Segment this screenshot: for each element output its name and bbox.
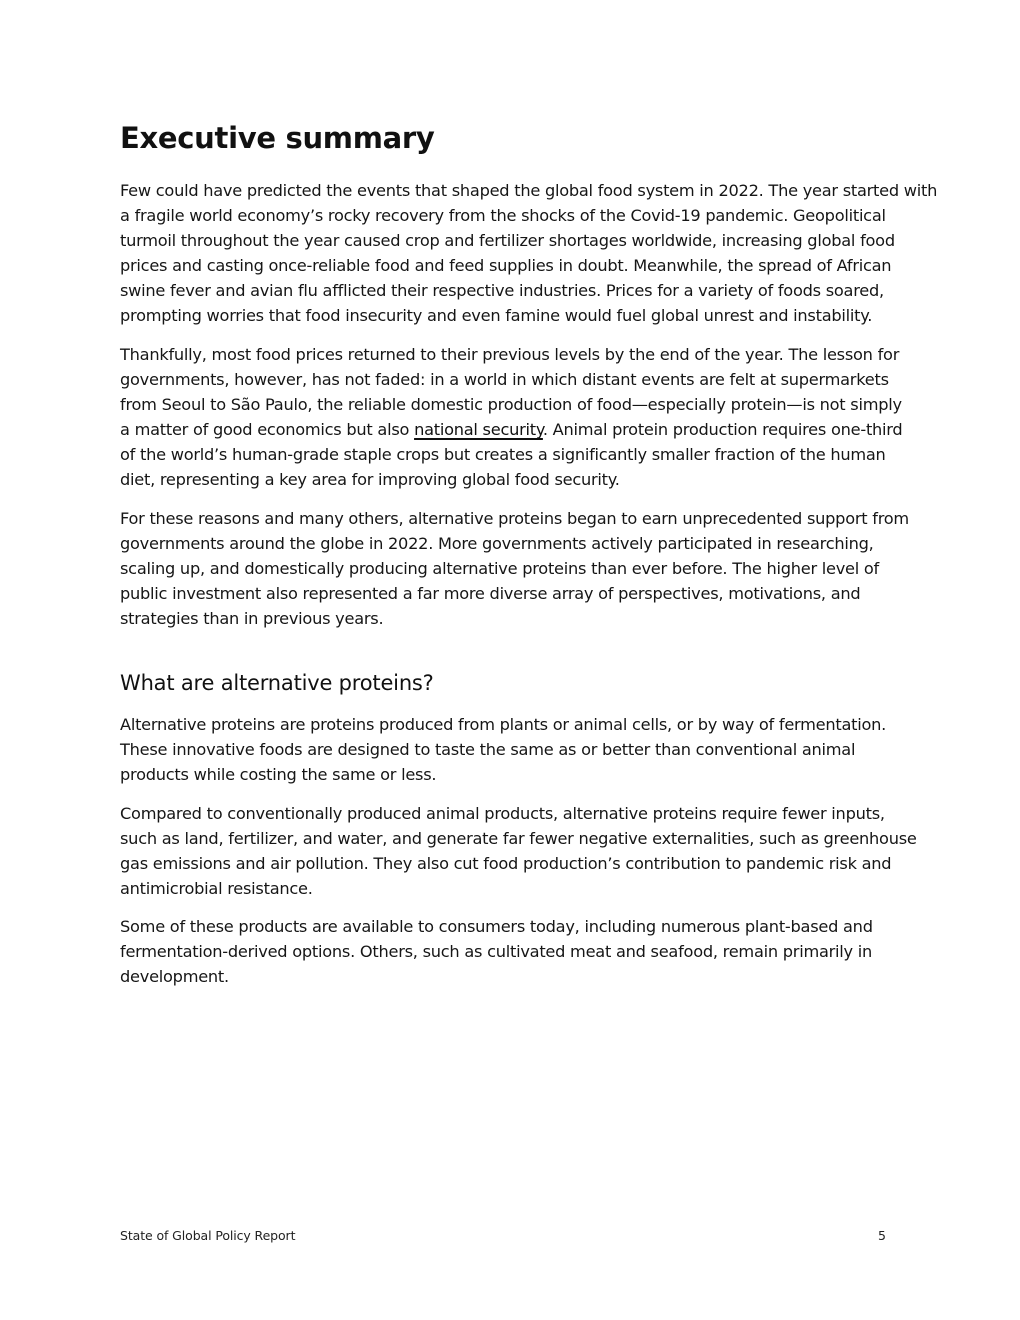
text-line: prompting worries that food insecurity and even famine would fuel global unrest and instability. — [120, 306, 873, 325]
text-line: products while costing the same or less. — [120, 765, 437, 784]
text-line: governments, however, has not faded: in a world in which distant events are felt at supermarkets — [120, 370, 889, 389]
text-line: For these reasons and many others, alternative proteins began to earn unprecedented support from — [120, 509, 909, 528]
text-line: turmoil throughout the year caused crop and fertilizer shortages worldwide, increasing global food — [120, 231, 895, 250]
text-line: governments around the globe in 2022. More governments actively participated in researching, — [120, 534, 874, 553]
text-line: such as land, fertilizer, and water, and generate far fewer negative externalities, such as greenhouse — [120, 829, 917, 848]
text-line: from Seoul to São Paulo, the reliable domestic production of food—especially protein—is not simply — [120, 395, 902, 414]
text-before-link: a matter of good economics but also — [120, 420, 415, 439]
footer-report-title: State of Global Policy Report — [120, 1228, 296, 1243]
text-line-with-link — [120, 417, 902, 442]
text-line: strategies than in previous years. — [120, 609, 384, 628]
paragraph-intro — [120, 178, 937, 328]
paragraph-definition — [120, 712, 886, 787]
text-line: Compared to conventionally produced animal products, alternative proteins require fewer inputs, — [120, 804, 885, 823]
text-line: prices and casting once-reliable food and feed supplies in doubt. Meanwhile, the spread of African — [120, 256, 892, 275]
text-line: development. — [120, 967, 229, 986]
text-line: of the world’s human-grade staple crops but creates a significantly smaller fraction of the human — [120, 445, 886, 464]
text-line: Thankfully, most food prices returned to their previous levels by the end of the year. The lesson for — [120, 345, 900, 364]
text-after-link: . Animal protein production requires one-third — [542, 420, 903, 439]
text-line: swine fever and avian flu afflicted their respective industries. Prices for a variety of foods soared, — [120, 281, 884, 300]
page-title: Executive summary — [120, 121, 435, 155]
footer-page-number: 5 — [878, 1228, 886, 1243]
text-line: scaling up, and domestically producing alternative proteins than ever before. The higher level of — [120, 559, 880, 578]
paragraph-support — [120, 506, 909, 631]
section-heading-alternative-proteins: What are alternative proteins? — [120, 671, 434, 695]
text-line: gas emissions and air pollution. They also cut food production’s contribution to pandemic risk and — [120, 854, 892, 873]
paragraph-lesson — [120, 342, 902, 492]
text-line: These innovative foods are designed to taste the same as or better than conventional animal — [120, 740, 856, 759]
text-line: diet, representing a key area for improving global food security. — [120, 470, 620, 489]
paragraph-comparison — [120, 801, 917, 901]
text-line: public investment also represented a far more diverse array of perspectives, motivations, and — [120, 584, 861, 603]
text-line: antimicrobial resistance. — [120, 879, 313, 898]
text-line: Some of these products are available to consumers today, including numerous plant-based and — [120, 917, 873, 936]
text-line: fermentation-derived options. Others, such as cultivated meat and seafood, remain primarily in — [120, 942, 873, 961]
national-security-link[interactable]: national security — [414, 420, 543, 439]
text-line: a fragile world economy’s rocky recovery from the shocks of the Covid-19 pandemic. Geopolitical — [120, 206, 886, 225]
paragraph-availability — [120, 914, 873, 989]
text-line: Alternative proteins are proteins produced from plants or animal cells, or by way of fermentation. — [120, 715, 887, 734]
text-line: Few could have predicted the events that shaped the global food system in 2022. The year started with — [120, 181, 938, 200]
